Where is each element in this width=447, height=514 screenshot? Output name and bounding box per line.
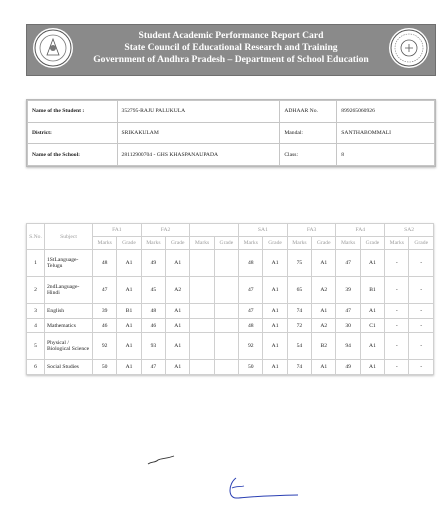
sno-cell: 2	[27, 277, 45, 304]
grade-cell: A1	[166, 250, 190, 277]
marks-cell: 48	[141, 304, 165, 319]
district-label: District:	[28, 122, 118, 144]
marks-cell	[190, 318, 214, 333]
student-name-label: Name of the Student :	[28, 101, 118, 123]
marks-cell: 47	[336, 250, 360, 277]
grade-cell: -	[409, 318, 434, 333]
subject-cell: 2ndLanguage-Hindi	[45, 277, 93, 304]
class-value: 8	[337, 144, 435, 166]
grade-cell: A1	[166, 360, 190, 375]
table-row	[27, 333, 434, 360]
grade-cell: B1	[117, 304, 141, 319]
table-row	[27, 318, 434, 333]
marks-cell: 94	[336, 333, 360, 360]
grade-cell: A2	[166, 277, 190, 304]
grade-cell: A1	[117, 318, 141, 333]
title-line-3: Government of Andhra Pradesh – Department of School Education	[93, 54, 369, 65]
marks-cell: -	[385, 277, 409, 304]
subject-cell: Social Studies	[45, 360, 93, 375]
grade-cell: A1	[117, 277, 141, 304]
subject-cell: English	[45, 304, 93, 319]
marks-cell: 49	[141, 250, 165, 277]
title-line-2: State Council of Educational Research and Training	[124, 42, 338, 53]
aadhaar-label: ADHAAR No.	[280, 101, 337, 123]
marks-subheader: Marks	[239, 237, 263, 250]
marks-cell: -	[385, 360, 409, 375]
marks-cell: 47	[141, 360, 165, 375]
marks-cell: 47	[239, 277, 263, 304]
sno-header: S.No.	[27, 224, 45, 250]
marks-cell	[190, 277, 214, 304]
table-row	[27, 277, 434, 304]
marks-cell: 30	[336, 318, 360, 333]
grade-cell: B2	[312, 333, 336, 360]
grade-cell: -	[409, 277, 434, 304]
marks-cell: 72	[287, 318, 311, 333]
grade-cell: A1	[263, 360, 287, 375]
marks-cell	[190, 250, 214, 277]
marks-cell: 47	[239, 304, 263, 319]
marks-cell: 48	[93, 250, 117, 277]
grade-cell: A2	[312, 318, 336, 333]
marks-cell: 47	[93, 277, 117, 304]
subject-cell: Mathematics	[45, 318, 93, 333]
marks-subheader: Marks	[336, 237, 360, 250]
aadhaar-value: 899265060926	[337, 101, 435, 123]
marks-subheader: Marks	[190, 237, 214, 250]
student-details-table	[27, 100, 435, 166]
marks-cell: 45	[141, 277, 165, 304]
student-details-panel	[26, 99, 436, 167]
district-value: SRIKAKULAM	[117, 122, 280, 144]
grade-subheader: Grade	[263, 237, 287, 250]
exam-header: FA1	[93, 224, 142, 237]
exam-header	[190, 224, 239, 237]
table-row	[27, 250, 434, 277]
grade-cell: -	[409, 304, 434, 319]
table-row	[27, 304, 434, 319]
grade-cell: A1	[263, 333, 287, 360]
grade-cell: A1	[263, 250, 287, 277]
marks-panel	[26, 223, 434, 375]
marks-cell: 50	[93, 360, 117, 375]
grade-cell: A2	[312, 277, 336, 304]
marks-cell: 39	[336, 277, 360, 304]
marks-cell: -	[385, 250, 409, 277]
grade-subheader: Grade	[312, 237, 336, 250]
table-row	[27, 360, 434, 375]
grade-cell: -	[409, 360, 434, 375]
grade-cell: A1	[360, 250, 384, 277]
grade-cell: A1	[360, 304, 384, 319]
marks-cell: 47	[336, 304, 360, 319]
marks-cell	[190, 304, 214, 319]
grade-cell: A1	[117, 250, 141, 277]
grade-cell: A1	[117, 360, 141, 375]
grade-cell: C1	[360, 318, 384, 333]
exam-header: FA3	[287, 224, 336, 237]
subject-cell: 1StLanguage-Telugu	[45, 250, 93, 277]
sno-cell: 4	[27, 318, 45, 333]
marks-cell: -	[385, 318, 409, 333]
grade-subheader: Grade	[214, 237, 238, 250]
marks-cell: 93	[141, 333, 165, 360]
grade-cell	[214, 277, 238, 304]
school-value: 28112900704 - GHS KHASPANAUPADA	[117, 144, 280, 166]
marks-cell: 39	[93, 304, 117, 319]
marks-cell: -	[385, 304, 409, 319]
grade-cell: A1	[166, 333, 190, 360]
marks-cell: 65	[287, 277, 311, 304]
grade-cell: A1	[166, 318, 190, 333]
exam-header: SA1	[239, 224, 288, 237]
marks-cell: 46	[93, 318, 117, 333]
grade-cell: A1	[312, 304, 336, 319]
headmaster-signature-icon	[222, 474, 302, 502]
student-name-value: 352795-RAJU PALUKULA	[117, 101, 280, 123]
subject-cell: Physical / Biological Science	[45, 333, 93, 360]
sno-cell: 6	[27, 360, 45, 375]
grade-subheader: Grade	[409, 237, 434, 250]
exam-header: FA2	[141, 224, 190, 237]
grade-cell: A1	[263, 277, 287, 304]
mandal-label: Mandal:	[280, 122, 337, 144]
grade-cell	[214, 360, 238, 375]
marks-cell: 48	[239, 250, 263, 277]
marks-cell	[190, 360, 214, 375]
signature-mark-icon	[146, 454, 176, 468]
marks-subheader: Marks	[141, 237, 165, 250]
marks-cell: 75	[287, 250, 311, 277]
marks-cell: 92	[239, 333, 263, 360]
title-line-1: Student Academic Performance Report Card	[138, 30, 324, 41]
marks-cell: 54	[287, 333, 311, 360]
mandal-value: SANTHABOMMALI	[337, 122, 435, 144]
report-header-banner	[26, 24, 436, 76]
sno-cell: 3	[27, 304, 45, 319]
grade-cell: A1	[312, 250, 336, 277]
marks-subheader: Marks	[93, 237, 117, 250]
marks-cell: 74	[287, 360, 311, 375]
grade-cell: -	[409, 333, 434, 360]
grade-cell: A1	[360, 360, 384, 375]
scert-seal-icon	[389, 28, 429, 68]
marks-table	[26, 223, 434, 375]
grade-cell: A1	[360, 333, 384, 360]
marks-cell: -	[385, 333, 409, 360]
marks-cell: 50	[239, 360, 263, 375]
exam-header: FA4	[336, 224, 385, 237]
marks-subheader: Marks	[385, 237, 409, 250]
class-label: Class:	[280, 144, 337, 166]
grade-subheader: Grade	[117, 237, 141, 250]
grade-cell	[214, 250, 238, 277]
marks-cell: 46	[141, 318, 165, 333]
exam-header: SA2	[385, 224, 434, 237]
grade-cell: A1	[117, 333, 141, 360]
grade-cell	[214, 318, 238, 333]
grade-cell	[214, 304, 238, 319]
school-label: Name of the School:	[28, 144, 118, 166]
grade-subheader: Grade	[360, 237, 384, 250]
grade-cell	[214, 333, 238, 360]
marks-cell	[190, 333, 214, 360]
grade-cell: B1	[360, 277, 384, 304]
marks-cell: 49	[336, 360, 360, 375]
grade-cell: A1	[263, 304, 287, 319]
sno-cell: 1	[27, 250, 45, 277]
marks-cell: 74	[287, 304, 311, 319]
marks-cell: 92	[93, 333, 117, 360]
subject-header: Subject	[45, 224, 93, 250]
grade-cell: A1	[166, 304, 190, 319]
grade-cell: A1	[312, 360, 336, 375]
grade-cell: A1	[263, 318, 287, 333]
sno-cell: 5	[27, 333, 45, 360]
marks-subheader: Marks	[287, 237, 311, 250]
report-title	[79, 30, 383, 66]
state-emblem-icon	[33, 28, 73, 68]
grade-subheader: Grade	[166, 237, 190, 250]
marks-cell: 48	[239, 318, 263, 333]
grade-cell: -	[409, 250, 434, 277]
